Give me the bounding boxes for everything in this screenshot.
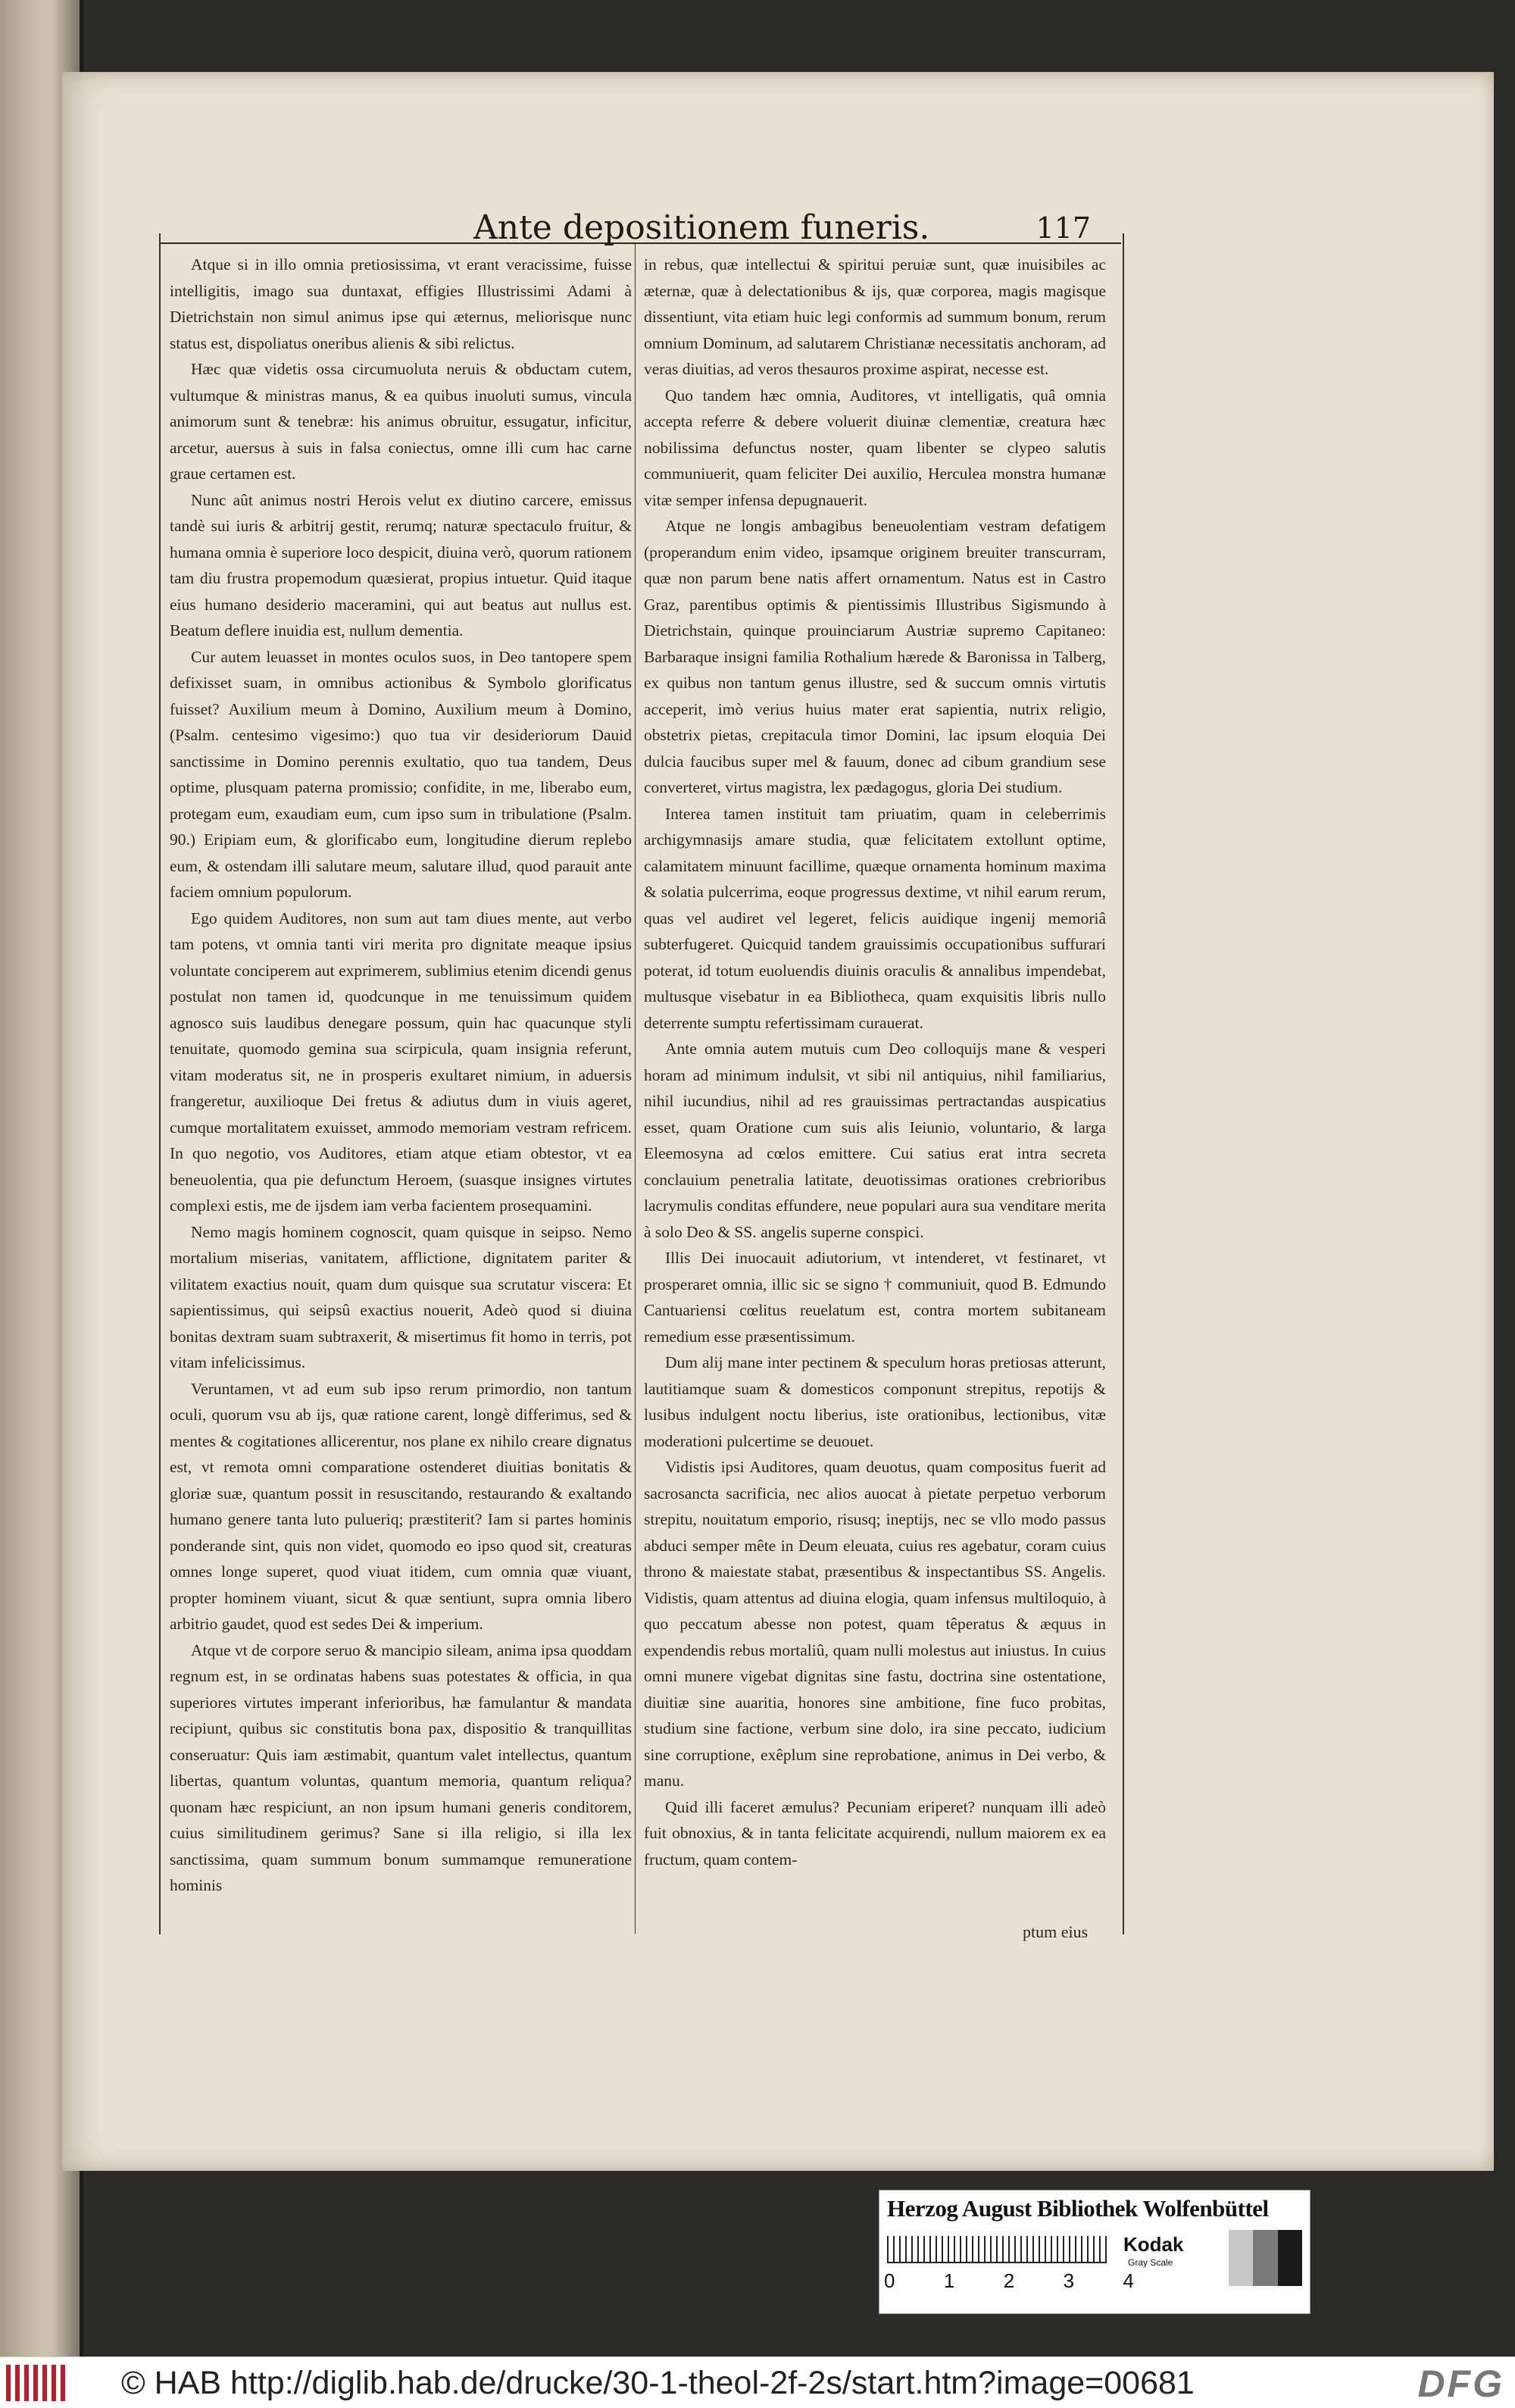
paragraph: Illis Dei inuocauit adiutorium, vt intenderet, vt festinaret, vt prosperaret omnia, illic sic se signo † communiuit, quod B. Edmundo Cantuariensi cœlitus reuelatum est, contra mortem subitaneam remedium esse præsentissimum. xyxy=(644,1249,1106,1346)
column-divider xyxy=(635,244,636,1934)
ruler-numbers xyxy=(884,2269,1134,2293)
paragraph: in rebus, quæ intellectui & spiritui peruiæ sunt, quæ inuisibiles ac æternæ, quæ à delectationibus & ijs, quæ corporea, magis magisque dissentiunt, vita etiam huic legi conformis ad summum bonum, rerum omnium Dominum, ad salutarem Christianæ necessitatis anchoram, ad veras diuitias, ad veros thesauros proxime aspirat, necesse est. xyxy=(644,255,1106,378)
paragraph: Dum alij mane inter pectinem & speculum horas pretiosas atterunt, lautitiamque suam & domesticos componunt strepitus, repotijs & lusibus indulgent noctu liberius, iste orationibus, lectionibus, vitæ moderationi pulcertime se deuouet. xyxy=(644,1353,1106,1450)
paragraph: Quid illi faceret æmulus? Pecuniam eriperet? nunquam illi adeò fuit obnoxius, & in tanta felicitate acquirendi, nullum maiorem ex ea fructum, quam contem- xyxy=(644,1797,1106,1869)
left-column xyxy=(170,252,632,1930)
gray-patch xyxy=(1204,2230,1229,2286)
dfg-logo[interactable]: DFG xyxy=(1417,2363,1504,2405)
logo-icon[interactable] xyxy=(6,2365,65,2401)
gray-scale-label: Gray Scale xyxy=(1128,2257,1173,2268)
footer-bar xyxy=(0,2356,1515,2408)
gray-patches xyxy=(1204,2230,1302,2286)
paragraph: Atque si in illo omnia pretiosissima, vt erant veracissime, fuisse intelligitis, imago sua duntaxat, effigies Illustrissimi Adami à Dietrichstain non simul animus ipse qui æternus, meliorisque nunc status est, dispoliatus oneribus alienis & sibi relictus. xyxy=(170,255,632,352)
library-name: Herzog August Bibliothek Wolfenbüttel xyxy=(887,2195,1269,2222)
paragraph: Vidistis ipsi Auditores, quam deuotus, quam compositus fuerit ad sacrosancta sacrificia, nec alios auocat à pietate perpetuo verborum strepitu, nouitatum emporio, risusq; ineptijs, nec se vllo modo passus abduci semper mête in Deum eleuata, cuius res agebatur, coram cuius throno & maiestate stabat, præsentibus & inspectantibus SS. Angelis. Vidistis, quam attentus ad diuina elogia, quam infensus multiloquio, à quo peccatum abesse non potest, quam têperatus & æquus in expendendis rebus mortaliû, quam nulli molestus aut iniustus. In cuius omni munere vigebat dignitas sine fastu, doctrina sine ostentatione, diuitiæ sine auaritia, honores sine ambitione, fine fuco probitas, studium sine factione, verbum sine dolo, ira sine peccato, iudicium sine corruptione, exêplum sine reprobatione, animus in Dei verbo, & manu. xyxy=(644,1458,1106,1790)
running-title: Ante depositionem funeris. xyxy=(473,208,930,247)
ruler-number: 2 xyxy=(1003,2269,1015,2292)
ruler-number: 1 xyxy=(943,2269,955,2292)
catchword: ptum eius xyxy=(1023,1922,1089,1941)
paragraph: Hæc quæ videtis ossa circumuoluta neruis & obductam cutem, vultumque & ministras manus, & ea quibus inuoluti sumus, vincula animorum sunt & tenebræ: his animus obruitur, essugatur, inficitur, arcetur, auersus à suis in falsa coniectus, omne illi cum hac carne graue certamen est. xyxy=(170,360,632,483)
right-column xyxy=(644,252,1106,1930)
paragraph: Quo tandem hæc omnia, Auditores, vt intelligatis, quâ omnia accepta referre & debere voluerit diuinæ clementiæ, creatura hæc nobilissima defunctus noster, quam libenter se clypeo salutis communiuerit, quam feliciter Dei auxilio, Herculea monstra humanæ vitæ semper infensa depugnauerit. xyxy=(644,386,1106,509)
ruler-number: 0 xyxy=(884,2269,895,2292)
gray-patch xyxy=(1278,2230,1303,2286)
color-calibration-card xyxy=(879,2190,1310,2314)
kodak-brand: Kodak xyxy=(1123,2233,1184,2256)
paragraph: Nemo magis hominem cognoscit, quam quisque in seipso. Nemo mortalium miserias, vanitatem, afflictione, dignitatem pariter & vilitatem exactius nouit, quam dum quisque sua scrutatur viscera: Et sapientissimus, qui seipsû exactius nouerit, Adeò quod si diuina bonitas dextram suam subtraxerit, & misertimus fit homo in terris, pot vitam infelicissimus. xyxy=(170,1222,632,1371)
page-number: 117 xyxy=(1036,211,1091,245)
gray-patch xyxy=(1253,2230,1278,2286)
scale-ruler xyxy=(887,2236,1107,2263)
paragraph: Cur autem leuasset in montes oculos suos, in Deo tantopere spem defixisset suam, in omnibus actionibus & Symbolo glorificatus fuisset? Auxilium meum à Domino, Auxilium meum à Domino, (Psalm. centesimo vigesimo:) quo tua vir desideriorum Dauid sanctissime in Domino perennis exultatio, quo tua tandem, Deus optime, plusquam paterna promissio; confidite, in me, liberabo eum, protegam eum, exaudiam eum, cum ipso sum in tribulatione (Psalm. 90.) Eripiam eum, & glorificabo eum, longitudine dierum replebo eum, & ostendam illi salutare meum, salutare illud, quod parauit ante faciem omnium populorum. xyxy=(170,647,632,901)
paragraph: Atque vt de corpore seruo & mancipio sileam, anima ipsa quoddam regnum est, in se ordinatas habens suas potestates & officia, in qua superiores virtutes imperant inferioribus, hæ famulantur & mandata recipiunt, quibus sic constitutis bona pax, dispositio & tranquillitas conseruatur: Quis iam æstimabit, quantum valet intellectus, quantum libertas, quantum voluntas, quantum memoria, quantum reliqua? quonam hæc respiciunt, an non ipsum humani generis conditorem, cuius similitudinem gerimus? Sane si illa religio, si illa lex sanctissima, quam summum bonum summamque remuneratione hominis xyxy=(170,1640,632,1894)
ruler-number: 3 xyxy=(1063,2269,1075,2292)
gray-patch xyxy=(1229,2230,1254,2286)
paragraph: Ante omnia autem mutuis cum Deo colloquijs mane & vesperi horam ad minimum indulsit, vt sibi nil antiquius, nihil familiarius, nihil iucundius, nihil ad res grauissimas pertractandas auspicatius esset, quam Oratione cum suis alis Ieiunio, voluntario, & larga Eleemosyna ad cœlos emittere. Cui satius erat intra secreta conclauium penetralia latitate, deuotissimas orationes crebrioribus lacrymulis conditas effundere, neue populari aura sua venditare merita à solo Deo & SS. angelis superne conspici. xyxy=(644,1040,1106,1241)
paragraph: Atque ne longis ambagibus beneuolentiam vestram defatigem (properandum enim video, ipsamque originem breuiter transcurram, quæ non parum bene natis affert ornamentum. Natus est in Castro Graz, parentibus optimis & pientissimis Illustribus Sigismundo à Dietrichstain, quinque prouinciarum Austriæ supremo Capitaneo: Barbaraque insigni familia Rothalium hærede & Baronissa in Talberg, ex quibus non tantum genus illustre, sed & succum omnis virtutis acceperit, imò verius huius mater erat sapientia, nutrix religio, obstetrix pietas, crepitacula timor Domini, lac ipsum eloquia Dei dulcia faucibus super mel & fauum, donec ad cibum grandium sese converteret, virtus magistra, lex pædagogus, gloria Dei studium. xyxy=(644,517,1106,796)
source-url[interactable]: © HAB http://diglib.hab.de/drucke/30-1-theol-2f-2s/start.htm?image=00681 xyxy=(121,2365,1195,2401)
ruler-number: 4 xyxy=(1123,2269,1134,2292)
paragraph: Ego quidem Auditores, non sum aut tam diues mente, aut verbo tam potens, vt omnia tanti viri merita pro dignitate meaque ipsius voluntate conciperem aut exprimerem, sublimius etenim dicendi genus postulat non tamen id, quodcunque in me tenuissimum quidem agnosco suis laudibus denegare possum, quin hac quacunque styli tenuitate, quomodo gemina sua scirpicula, quam insignia referunt, vitam moderatus sit, ne in prosperis exultaret nimium, in aduersis frangeretur, auxilioque Dei fretus & adiutus dum in viuis ageret, cumque mortalitatem exuisset, ammodo memoriam vestram refricem. In quo negotio, vos Auditores, etiam atque etiam obtestor, vt ea beneuolentia, qua pie defunctum Heroem, (suasque insignes virtutes complexi estis, me de ijsdem iam verba facientem prosequamini. xyxy=(170,908,632,1215)
paragraph: Nunc aût animus nostri Herois velut ex diutino carcere, emissus tandè sui iuris & arbitrij gestit, rerumq; naturæ spectaculo fruitur, & humana omnia è superiore loco despicit, diuina verò, quorum rationem tam diu frustra propemodum quæsierat, propius intuetur. Quid itaque eius humano desiderio maceramini, qui aut beatus aut nullus est. Beatum deflere inuidia est, nullum dementia. xyxy=(170,490,632,640)
paragraph: Interea tamen instituit tam priuatim, quam in celeberrimis archigymnasijs amare studia, quæ felicitatem extollunt optime, calamitatem minuunt facillime, quæque ornamenta hominum maxima & solatia pulcerrima, eoque progressus dextime, vt nihil earum rerum, quas vel audiret vel legeret, felicis auidique ingenij memoriâ subterfugeret. Quicquid tandem grauissimis occupationibus suffurari poterat, id totum euoluendis diuinis oraculis & annalibus impendebat, multusque visebatur in ea Bibliotheca, quam exquisitis libris nullo deterrente sumptu refertissimam curauerat. xyxy=(644,804,1106,1032)
paragraph: Veruntamen, vt ad eum sub ipso rerum primordio, non tantum oculi, quorum vsu ab ijs, quæ ratione carent, longè differimus, sed & mentes & cogitationes allicerentur, nos plane ex nihilo creare dignatus est, vt remota omni comparatione ostenderet diuitias bonitatis & gloriæ suæ, quantum possit in resuscitando, restaurando & exaltando humano genere tanta luto pulueriq; præstiterit? Iam si partes hominis ponderande sint, quis non videt, quomodo eo ipso quod sit, creaturas omnes longe superet, quod viuat itidem, cum omnia quæ viuant, propter hominem viuant, sicut & quæ sentiunt, supra omnia libero arbitrio gaudet, quod est sedes Dei & imperium. xyxy=(170,1379,632,1633)
